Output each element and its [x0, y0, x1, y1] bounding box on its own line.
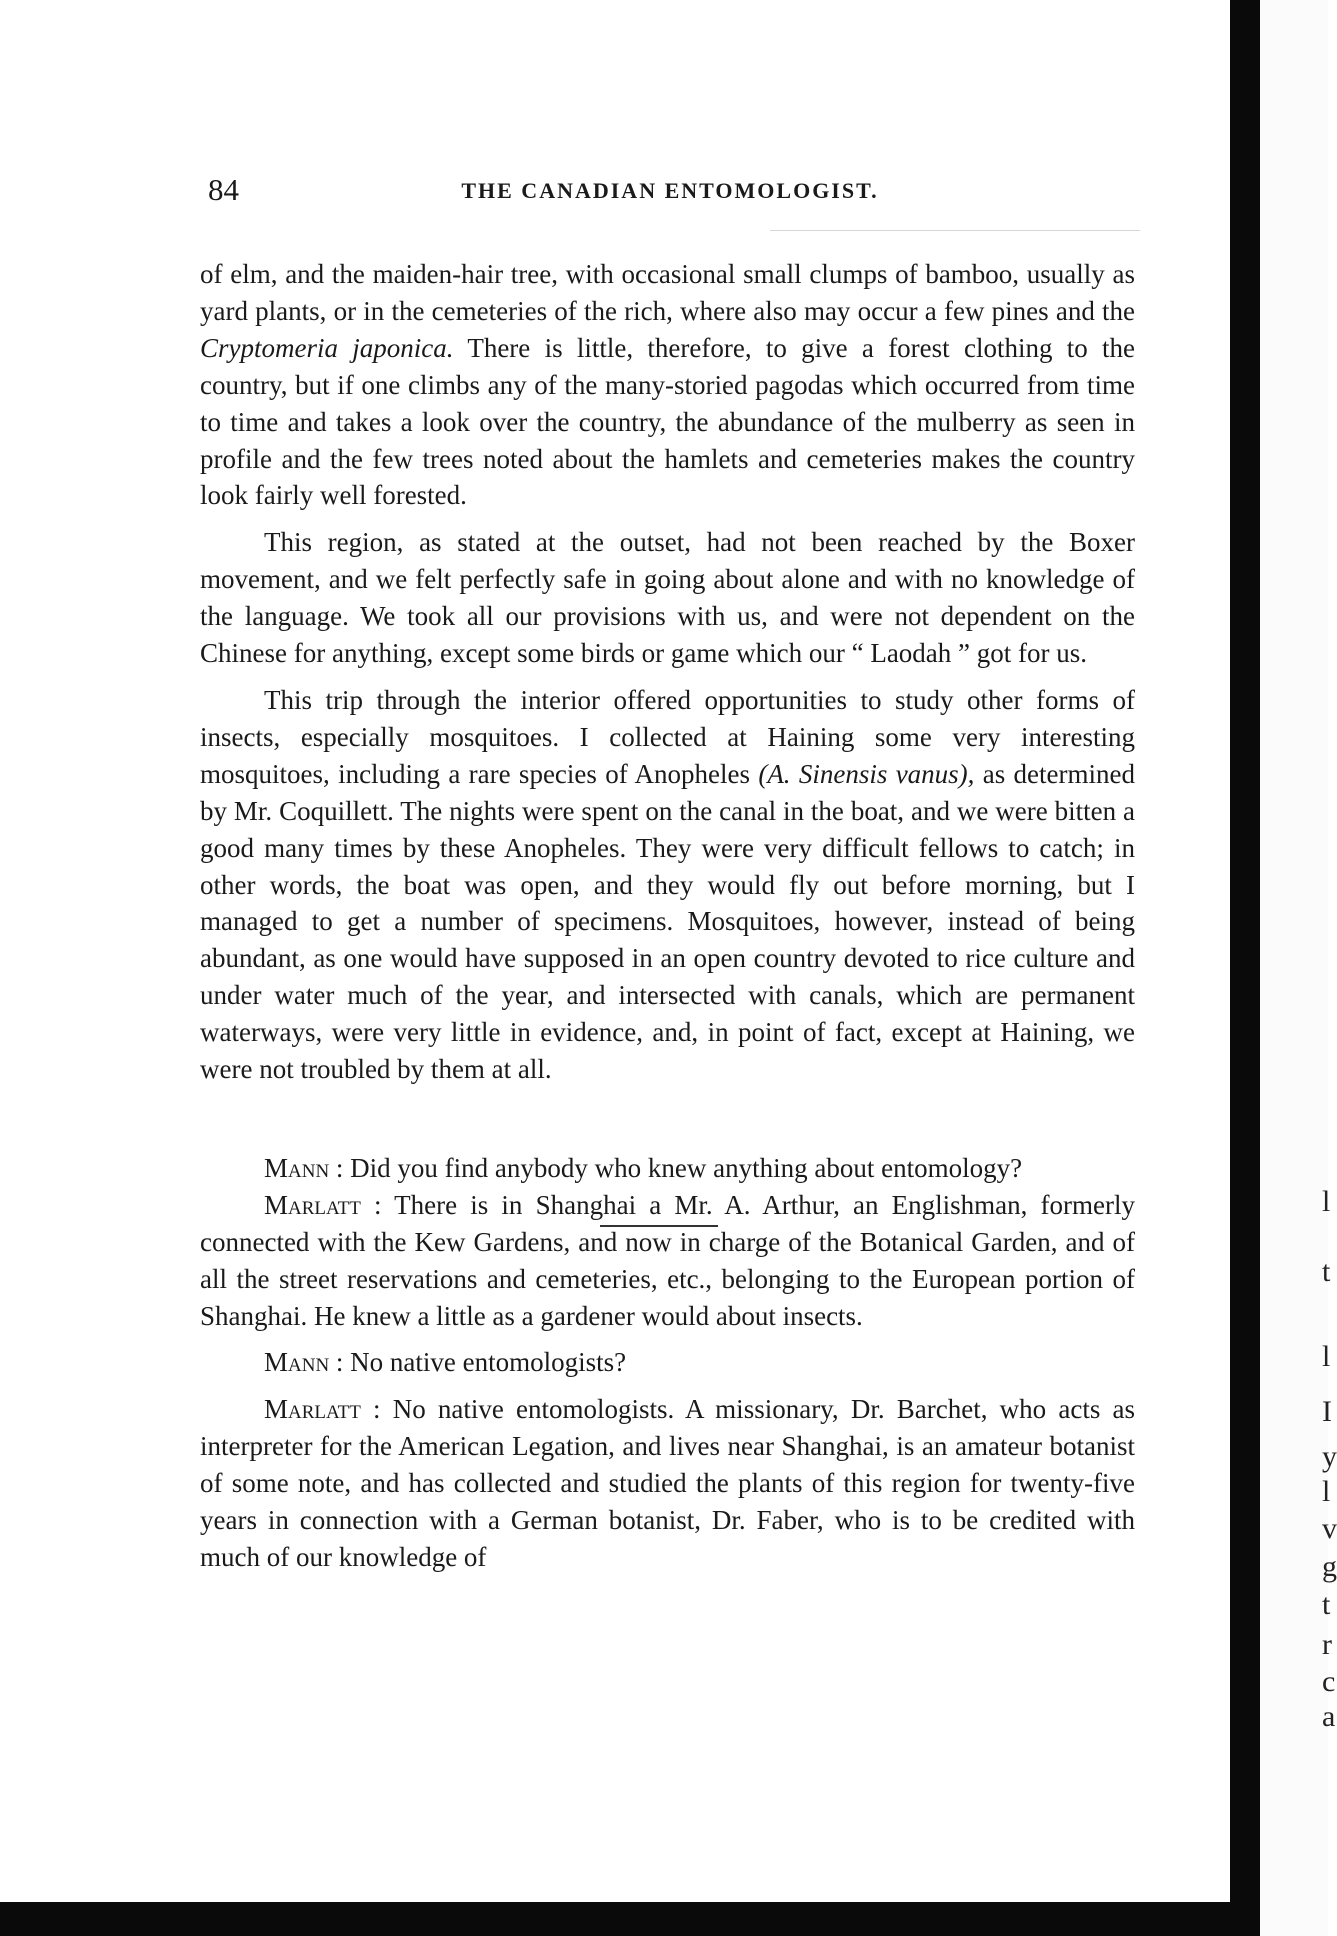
paragraph-1 — [200, 256, 1135, 514]
running-title: THE CANADIAN ENTOMOLOGIST. — [461, 178, 879, 203]
next-page-sliver — [1260, 0, 1337, 1936]
paragraph-3 — [200, 682, 1135, 1088]
next-page-letter: l — [1322, 1475, 1331, 1508]
next-page-letter: l — [1322, 1185, 1331, 1218]
speaker-name: Mann — [264, 1152, 330, 1183]
page-header — [200, 170, 1140, 220]
species-name: Cryptomeria japonica. — [200, 332, 454, 363]
body-text — [200, 256, 1135, 1576]
next-page-letter: c — [1322, 1665, 1336, 1698]
dialogue-line — [200, 1150, 1135, 1187]
next-page-letter: r — [1322, 1628, 1332, 1661]
next-page-letter: I — [1322, 1395, 1332, 1428]
speaker-name: Marlatt — [264, 1189, 361, 1220]
section-divider — [600, 1225, 718, 1227]
dialogue-line — [200, 1344, 1135, 1381]
next-page-letter: g — [1322, 1550, 1337, 1583]
dialogue-text: : There is in Shanghai a Mr. A. Arthur, an Englishman, formerly connected with the Kew Gardens, and now in charge of the Botanical Garden, and of all the street reservations and cemeteries, etc., belonging to the European portion of Shanghai. He knew a little as a gardener would about insects. — [200, 1189, 1135, 1331]
next-page-letter: v — [1322, 1512, 1337, 1545]
paragraph-1-before: of elm, and the maiden-hair tree, with occasional small clumps of bamboo, usually as yard plants, or in the cemeteries of the rich, where also may occur a few pines and the — [200, 259, 1135, 326]
next-page-letter: l — [1322, 1340, 1331, 1373]
speaker-name: Mann — [264, 1347, 330, 1378]
dialogue-text: : Did you find anybody who knew anything about entomology? — [335, 1152, 1023, 1183]
page-number: 84 — [208, 172, 239, 207]
page-edge-shadow — [1230, 0, 1260, 1936]
next-page-letter: y — [1322, 1440, 1337, 1473]
paragraph-2: This region, as stated at the outset, had not been reached by the Boxer movement, and we felt perfectly safe in going about alone and with no knowledge of the language. We took all our provisions with us, and were not dependent on the Chinese for anything, except some birds or game which our “ Laodah ” got for us. — [200, 527, 1135, 669]
next-page-letter: a — [1322, 1700, 1336, 1733]
paragraph-1-after: There is little, therefore, to give a forest clothing to the country, but if one climbs any of the many-storied pagodas which occurred from time to time and takes a look over the country, the abundance of the mulberry as seen in profile and the few trees noted about the hamlets and cemeteries makes the country look fairly well forested. — [200, 332, 1136, 511]
speaker-name: Marlatt — [264, 1394, 361, 1425]
dialogue-line — [200, 1391, 1135, 1576]
header-rule — [770, 230, 1140, 231]
paragraph-3-before: This trip through the interior offered opportunities to study other forms of insects, especially mosquitoes. I collected at Haining some very interesting mosquitoes, including a rare species of Anopheles — [200, 684, 1135, 789]
next-page-letter: t — [1322, 1588, 1331, 1621]
paragraph-3-after: as determined by Mr. Coquillett. The nights were spent on the canal in the boat, and we were bitten a good many times by these Anopheles. They were very difficult fellows to catch; in other words, the boat was open, and they would fly out before morning, but I managed to get a number of specimens. Mosquitoes, however, instead of being abundant, as one would have supposed in an open country devoted to rice culture and under water much of the year, and intersected with canals, which are permanent waterways, were very little in evidence, and, in point of fact, except at Haining, we were not troubled by them at all. — [200, 758, 1136, 1085]
dialogue-text: : No native entomologists? — [335, 1347, 627, 1378]
dialogue-line — [200, 1187, 1135, 1335]
page-bottom-shadow — [0, 1902, 1240, 1936]
dialogue-text: : No native entomologists. A missionary, Dr. Barchet, who acts as interpreter for the American Legation, and lives near Shanghai, is an amateur botanist of some note, and has collected and studied the plants of this region for twenty-five years in connection with a German botanist, Dr. Faber, who is to be credited with much of our knowledge of — [200, 1394, 1136, 1572]
next-page-letter: t — [1322, 1255, 1331, 1288]
species-name: (A. Sinensis vanus), — [758, 758, 975, 789]
